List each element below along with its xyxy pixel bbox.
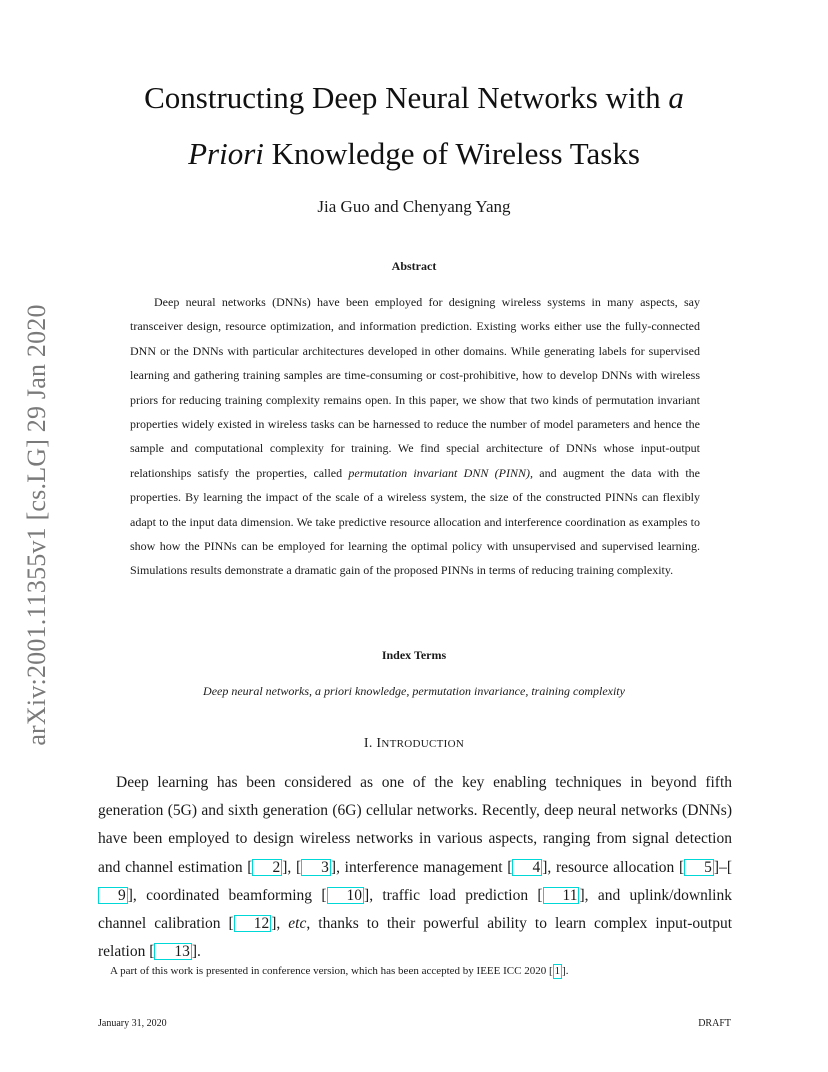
intro-text: ], traffic load prediction [: [364, 886, 543, 904]
citation-link-10[interactable]: 10: [327, 887, 365, 904]
footer-date: January 31, 2020: [98, 1018, 167, 1029]
citation-link-12[interactable]: 12: [234, 915, 272, 932]
abstract-heading: Abstract: [391, 259, 437, 273]
footer-draft-label: DRAFT: [698, 1018, 731, 1029]
index-terms: Deep neural networks, a priori knowledge, permutation invariance, training complexity: [203, 684, 625, 698]
intro-text: Deep learning has been considered as one of the key enabling techniques in beyond fifth generation (5G) and sixth generation (6G) cellular networks. Recently, deep neural networks (DNNs) have been employed to design wireless networks in various aspects, ranging from signal detection and channel estimation [: [98, 774, 732, 876]
citation-link-3[interactable]: 3: [301, 859, 331, 876]
footnote: [110, 964, 710, 979]
section-title-rest: NTRODUCTION: [381, 738, 465, 750]
intro-text: ].: [191, 943, 201, 961]
citation-link-4[interactable]: 4: [512, 859, 542, 876]
arxiv-identifier-stamp: arXiv:2001.11355v1 [cs.LG] 29 Jan 2020: [22, 304, 51, 746]
intro-text: ], and uplink/downlink channel calibration [: [98, 886, 732, 933]
abstract-text-2: and augment the data with the properties. By learning the impact of the scale of a wireless system, the size of the constructed PINNs can flexibly adapt to the input data dimension. We take predictive resource allocation and interference coordination as examples to show how the PINNs can be employed for learning the optimal policy with unsupervised and supervised learning. Simulations results demonstrate a dramatic gain of the proposed PINNs in terms of reducing training complexity.: [130, 465, 700, 578]
intro-text: ],: [271, 915, 289, 933]
title-line2-italic: Priori: [188, 136, 264, 171]
intro-text: ], [: [282, 858, 302, 876]
citation-link-2[interactable]: 2: [252, 859, 282, 876]
intro-text: ]–[: [713, 858, 732, 876]
title-line2-text: Knowledge of Wireless Tasks: [263, 136, 640, 171]
citation-link-13[interactable]: 13: [154, 943, 192, 960]
abstract-text-1: Deep neural networks (DNNs) have been employed for designing wireless systems in many aspects, say transceiver design, resource optimization, and information prediction. Existing works either use the fully-connected DNN or the DNNs with particular architectures developed in other domains. While generating labels for supervised learning and gathering training samples are time-consuming or cost-prohibitive, how to develop DNNs with wireless priors for reducing training complexity remains open. In this paper, we show that two kinds of permutation invariant properties widely existed in wireless tasks can be harnessed to reduce the number of model parameters and hence the sample and computational complexity for training. We find special architecture of DNNs whose input-output relationships satisfy the properties, called: [130, 295, 700, 480]
citation-link-5[interactable]: 5: [684, 859, 714, 876]
footnote-text: A part of this work is presented in conference version, which has been accepted by IEEE ICC 2020 [: [110, 965, 553, 977]
title-line1-italic: a: [668, 80, 684, 115]
intro-text: ], coordinated beamforming [: [127, 886, 327, 904]
intro-text: ], resource allocation [: [542, 858, 685, 876]
title-line1-text: Constructing Deep Neural Networks with: [144, 80, 669, 115]
authors: Jia Guo and Chenyang Yang: [317, 197, 511, 216]
index-terms-heading: Index Terms: [381, 648, 447, 662]
citation-link-1[interactable]: 1: [554, 965, 561, 977]
section-heading-introduction: [100, 736, 728, 752]
abstract-body: [130, 290, 700, 583]
intro-text: ], interference management [: [330, 858, 513, 876]
intro-text: , thanks to their powerful ability to learn complex input-output relation [: [98, 915, 733, 961]
introduction-paragraph: [98, 769, 732, 966]
section-number: I.: [363, 736, 377, 751]
paper-title: [100, 70, 728, 182]
abstract-text-italic: permutation invariant DNN (PINN),: [348, 465, 533, 480]
intro-etc: etc: [288, 915, 307, 933]
citation-link-9[interactable]: 9: [98, 887, 128, 904]
footnote-end: ].: [562, 965, 569, 977]
citation-link-11[interactable]: 11: [543, 887, 580, 904]
section-initial: I: [376, 736, 382, 751]
